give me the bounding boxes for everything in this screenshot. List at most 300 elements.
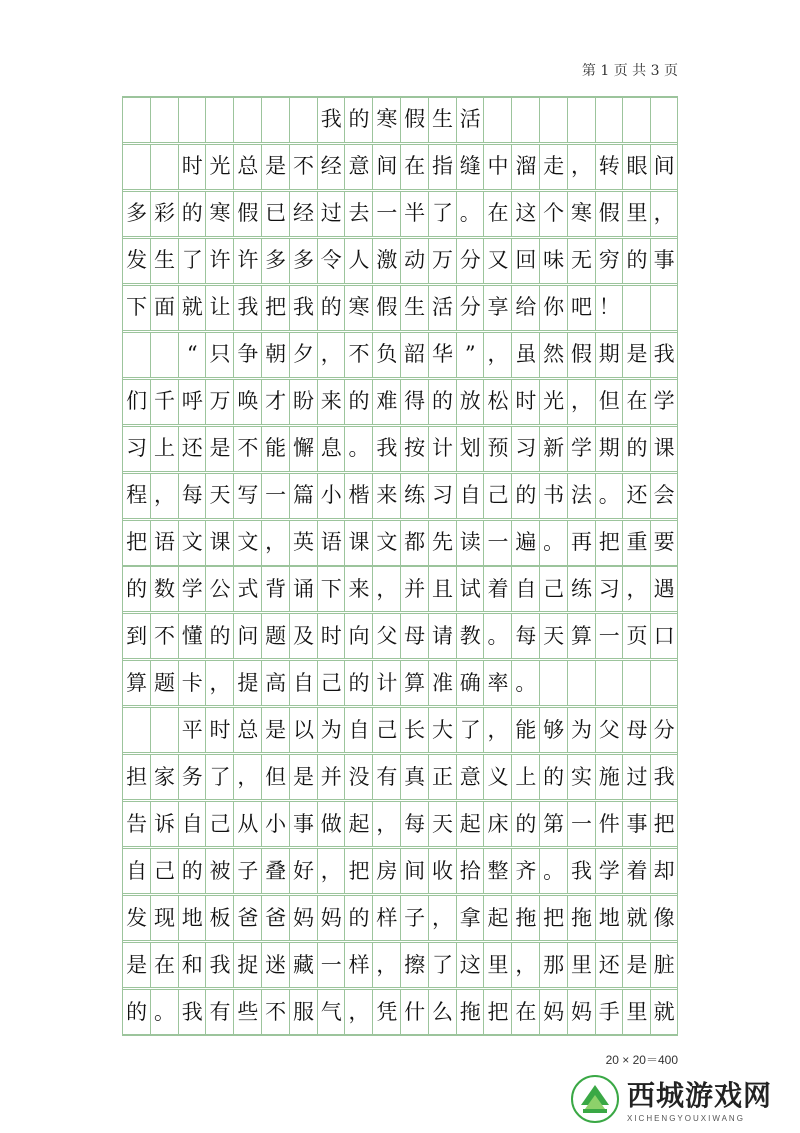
grid-frame	[122, 96, 678, 1036]
grid-cell: ，	[372, 801, 400, 847]
grid-cell: 并	[317, 754, 345, 800]
grid-cell: 总	[233, 707, 261, 753]
grid-cell: 生	[150, 238, 178, 284]
grid-cell: 文	[178, 520, 206, 566]
grid-cell: 分	[650, 707, 678, 753]
grid-cell: 自	[511, 566, 539, 612]
grid-cell: 些	[233, 989, 261, 1035]
grid-cell: 天	[428, 801, 456, 847]
grid-cell: 发	[122, 238, 150, 284]
grid-cell: 给	[511, 285, 539, 331]
grid-cell: 下	[122, 285, 150, 331]
grid-cell: 万	[428, 238, 456, 284]
grid-cell: ，	[567, 379, 595, 425]
grid-cell: 每	[178, 473, 206, 519]
grid-cell: 就	[622, 895, 650, 941]
grid-cell: 手	[595, 989, 623, 1035]
grid-cell: 我	[567, 848, 595, 894]
watermark-subtitle: XICHENGYOUXIWANG	[626, 1114, 745, 1123]
grid-cell: 教	[456, 613, 484, 659]
grid-cell: ，	[261, 520, 289, 566]
grid-cell: 了	[205, 754, 233, 800]
grid-cell: 间	[400, 848, 428, 894]
grid-cell: 的	[344, 97, 372, 143]
grid-cell: 松	[483, 379, 511, 425]
grid-cell: 房	[372, 848, 400, 894]
grid-cell: 遇	[650, 566, 678, 612]
grid-cell: 担	[122, 754, 150, 800]
grid-cell: 习	[511, 426, 539, 472]
grid-cell: 转	[595, 144, 623, 190]
grid-cell: 是	[205, 426, 233, 472]
grid-cell: 课	[344, 520, 372, 566]
grid-cell: 重	[622, 520, 650, 566]
grid-cell: 过	[317, 191, 345, 237]
grid-cell: 己	[372, 707, 400, 753]
grid-cell: 。	[150, 989, 178, 1035]
grid-cell: 上	[511, 754, 539, 800]
grid-cell: 缝	[456, 144, 484, 190]
grid-cell: 放	[456, 379, 484, 425]
grid-cell: 无	[567, 238, 595, 284]
grid-cell: 发	[122, 895, 150, 941]
grid-cell: 迷	[261, 942, 289, 988]
grid-cell: 着	[622, 848, 650, 894]
grid-cell: 朝	[261, 332, 289, 378]
grid-cell: 的	[344, 660, 372, 706]
grid-cell: 盼	[289, 379, 317, 425]
grid-cell: 没	[344, 754, 372, 800]
grid-cell: 要	[650, 520, 678, 566]
grid-cell: 。	[344, 426, 372, 472]
grid-cell: 了	[428, 942, 456, 988]
watermark	[571, 1074, 772, 1123]
grid-cell: 计	[428, 426, 456, 472]
grid-cell: 长	[400, 707, 428, 753]
grid-cell: 拿	[456, 895, 484, 941]
grid-cell: 我	[650, 332, 678, 378]
grid-cell: 半	[400, 191, 428, 237]
grid-cell: 把	[344, 848, 372, 894]
grid-cell: 擦	[400, 942, 428, 988]
grid-cell: 华	[428, 332, 456, 378]
grid-cell: 就	[178, 285, 206, 331]
grid-cell: 妈	[539, 989, 567, 1035]
grid-cell: 我	[317, 97, 345, 143]
grid-cell: 但	[261, 754, 289, 800]
grid-cell: ，	[483, 332, 511, 378]
grid-cell: 不	[289, 144, 317, 190]
grid-cell: 且	[428, 566, 456, 612]
grid-cell: 文	[233, 520, 261, 566]
grid-cell: 和	[178, 942, 206, 988]
grid-cell: 收	[428, 848, 456, 894]
grid-cell: 是	[122, 942, 150, 988]
grid-cell: 题	[261, 613, 289, 659]
grid-cell: 中	[483, 144, 511, 190]
grid-cell: 请	[428, 613, 456, 659]
grid-cell: 按	[400, 426, 428, 472]
grid-cell: 来	[372, 473, 400, 519]
grid-cell: 起	[483, 895, 511, 941]
grid-cell: 的	[205, 613, 233, 659]
grid-cell: 生	[400, 285, 428, 331]
grid-cell: 像	[650, 895, 678, 941]
grid-cell: 己	[539, 566, 567, 612]
grid-cell: 试	[456, 566, 484, 612]
grid-cell: 里	[622, 191, 650, 237]
grid-cell: 样	[372, 895, 400, 941]
grid-cell: 你	[539, 285, 567, 331]
grid-cell: 拾	[456, 848, 484, 894]
grid-cell: 为	[567, 707, 595, 753]
grid-cell: 把	[595, 520, 623, 566]
grid-cell: 一	[372, 191, 400, 237]
grid-cell: 每	[400, 801, 428, 847]
grid-cell: 母	[622, 707, 650, 753]
grid-cell: 拖	[567, 895, 595, 941]
grid-cell: 的	[122, 989, 150, 1035]
grid-cell: 。	[595, 473, 623, 519]
grid-cell: 件	[595, 801, 623, 847]
grid-cell: 诵	[289, 566, 317, 612]
grid-size-label: 20 × 20＝400	[605, 1053, 678, 1067]
grid-cell: 期	[595, 426, 623, 472]
grid-cell: 的	[178, 191, 206, 237]
grid-cell: 先	[428, 520, 456, 566]
grid-cell: 了	[178, 238, 206, 284]
grid-cell: 许	[205, 238, 233, 284]
grid-cell: 。	[539, 848, 567, 894]
grid-cell: 气	[317, 989, 345, 1035]
grid-cell: 我	[289, 285, 317, 331]
grid-cell: 正	[428, 754, 456, 800]
grid-cell: 个	[539, 191, 567, 237]
grid-cell: 假	[372, 285, 400, 331]
grid-cell: 己	[317, 660, 345, 706]
grid-cell: ，	[372, 942, 400, 988]
grid-cell: 法	[567, 473, 595, 519]
grid-cell: 到	[122, 613, 150, 659]
grid-cell: 是	[261, 707, 289, 753]
grid-cell: 小	[261, 801, 289, 847]
grid-cell: 唤	[233, 379, 261, 425]
grid-cell: ，	[428, 895, 456, 941]
grid-cell: 只	[205, 332, 233, 378]
grid-cell: 为	[317, 707, 345, 753]
grid-cell: 时	[317, 613, 345, 659]
grid-cell: 拖	[456, 989, 484, 1035]
grid-cell: 争	[233, 332, 261, 378]
grid-cell: 背	[261, 566, 289, 612]
grid-cell: 光	[539, 379, 567, 425]
grid-cell: 事	[622, 801, 650, 847]
grid-cell: 分	[456, 238, 484, 284]
grid-cell: 多	[261, 238, 289, 284]
grid-cell: 的	[178, 848, 206, 894]
grid-cell: 负	[372, 332, 400, 378]
grid-cell: 确	[456, 660, 484, 706]
grid-cell: 问	[233, 613, 261, 659]
grid-cell: 己	[205, 801, 233, 847]
grid-cell: 平	[178, 707, 206, 753]
grid-cell: 是	[622, 332, 650, 378]
grid-cell: 这	[511, 191, 539, 237]
grid-cell: 地	[178, 895, 206, 941]
grid-cell: 凭	[372, 989, 400, 1035]
grid-cell: 把	[483, 989, 511, 1035]
grid-cell: 懂	[178, 613, 206, 659]
grid-cell: 卡	[178, 660, 206, 706]
grid-cell: ，	[317, 332, 345, 378]
grid-cell: 习	[428, 473, 456, 519]
grid-cell: 式	[233, 566, 261, 612]
grid-cell: 是	[261, 144, 289, 190]
grid-cell: 吧	[567, 285, 595, 331]
grid-cell: 实	[567, 754, 595, 800]
grid-cell: 语	[317, 520, 345, 566]
grid-cell: 。	[456, 191, 484, 237]
grid-cell: 假	[567, 332, 595, 378]
grid-cell: 把	[539, 895, 567, 941]
grid-cell: 的	[511, 801, 539, 847]
grid-cell: 齐	[511, 848, 539, 894]
grid-cell: 遍	[511, 520, 539, 566]
grid-cell: 小	[317, 473, 345, 519]
grid-cell: 地	[595, 895, 623, 941]
grid-cell: 页	[622, 613, 650, 659]
grid-cell: 划	[456, 426, 484, 472]
grid-cell: 己	[150, 848, 178, 894]
grid-cell: 生	[428, 97, 456, 143]
grid-cell: 来	[344, 566, 372, 612]
grid-cell: 数	[150, 566, 178, 612]
grid-cell: 的	[622, 426, 650, 472]
grid-cell: 板	[205, 895, 233, 941]
grid-cell: 天	[539, 613, 567, 659]
grid-cell: 。	[539, 520, 567, 566]
grid-cell: 服	[289, 989, 317, 1035]
grid-cell: 把	[650, 801, 678, 847]
grid-cell: 义	[483, 754, 511, 800]
grid-cell: 人	[344, 238, 372, 284]
grid-cell: 寒	[372, 97, 400, 143]
grid-cell: 过	[622, 754, 650, 800]
grid-cell: 篇	[289, 473, 317, 519]
grid-cell: 我	[205, 942, 233, 988]
grid-cell: 那	[539, 942, 567, 988]
grid-cell: ”	[456, 332, 484, 378]
grid-cell: 得	[400, 379, 428, 425]
grid-cell: 活	[456, 97, 484, 143]
grid-cell: 楷	[344, 473, 372, 519]
grid-cell: 的	[511, 473, 539, 519]
grid-cell: 会	[650, 473, 678, 519]
grid-cell: 大	[428, 707, 456, 753]
grid-cell: 息	[317, 426, 345, 472]
grid-cell: 在	[400, 144, 428, 190]
watermark-name: 西城游戏网	[626, 1079, 772, 1112]
grid-cell: 父	[595, 707, 623, 753]
grid-cell: 计	[372, 660, 400, 706]
grid-cell: 时	[178, 144, 206, 190]
grid-cell: 就	[650, 989, 678, 1035]
grid-cell: 捉	[233, 942, 261, 988]
grid-cell: 彩	[150, 191, 178, 237]
grid-cell: ，	[511, 942, 539, 988]
grid-cell: 寒	[567, 191, 595, 237]
grid-cell: “	[178, 332, 206, 378]
grid-cell: 的	[539, 754, 567, 800]
grid-cell: 才	[261, 379, 289, 425]
grid-cell: 的	[428, 379, 456, 425]
grid-cell: 母	[400, 613, 428, 659]
grid-cell: 我	[233, 285, 261, 331]
grid-cell: 爸	[233, 895, 261, 941]
grid-cell: 光	[205, 144, 233, 190]
grid-cell: 还	[595, 942, 623, 988]
grid-cell: 施	[595, 754, 623, 800]
grid-cell: 在	[150, 942, 178, 988]
grid-cell: 写	[233, 473, 261, 519]
page-number: 第 1 页 共 3 页	[581, 63, 678, 79]
grid-cell: 去	[344, 191, 372, 237]
grid-cell: 子	[233, 848, 261, 894]
grid-cell: 爸	[261, 895, 289, 941]
grid-cell: 有	[205, 989, 233, 1035]
grid-cell: 不	[150, 613, 178, 659]
grid-cell: 眼	[622, 144, 650, 190]
grid-cell: 及	[289, 613, 317, 659]
grid-cell: 寒	[344, 285, 372, 331]
grid-cell: 是	[289, 754, 317, 800]
grid-cell: 时	[511, 379, 539, 425]
grid-cell: 着	[483, 566, 511, 612]
grid-cell: 。	[511, 660, 539, 706]
grid-cell: 学	[567, 426, 595, 472]
grid-cell: 练	[567, 566, 595, 612]
grid-cell: 从	[233, 801, 261, 847]
grid-cell: 虽	[511, 332, 539, 378]
grid-cell: 了	[456, 707, 484, 753]
grid-cell: 意	[456, 754, 484, 800]
grid-cell: 溜	[511, 144, 539, 190]
grid-cell: 什	[400, 989, 428, 1035]
grid-cell: 读	[456, 520, 484, 566]
grid-cell: 把	[122, 520, 150, 566]
grid-cell: 务	[178, 754, 206, 800]
grid-cell: 预	[483, 426, 511, 472]
grid-cell: 不	[344, 332, 372, 378]
grid-cell: 起	[344, 801, 372, 847]
grid-cell: 诉	[150, 801, 178, 847]
grid-cell: 假	[233, 191, 261, 237]
grid-cell: 还	[622, 473, 650, 519]
grid-cell: 在	[511, 989, 539, 1035]
grid-cell: 的	[344, 379, 372, 425]
grid-cell: 起	[456, 801, 484, 847]
grid-cell: 藏	[289, 942, 317, 988]
grid-cell: 准	[428, 660, 456, 706]
grid-cell: 现	[150, 895, 178, 941]
grid-cell: 上	[150, 426, 178, 472]
grid-cell: 走	[539, 144, 567, 190]
grid-cell: 文	[372, 520, 400, 566]
grid-cell: 并	[400, 566, 428, 612]
grid-cell: 算	[567, 613, 595, 659]
grid-cell: 语	[150, 520, 178, 566]
grid-cell: 高	[261, 660, 289, 706]
grid-cell: 寒	[205, 191, 233, 237]
grid-cell: 许	[233, 238, 261, 284]
grid-cell: 课	[205, 520, 233, 566]
grid-cell: 再	[567, 520, 595, 566]
grid-cell: 又	[483, 238, 511, 284]
grid-cell: 指	[428, 144, 456, 190]
grid-cell: 里	[622, 989, 650, 1035]
grid-cell: 习	[122, 426, 150, 472]
manuscript-grid	[122, 96, 678, 1036]
grid-cell: ，	[622, 566, 650, 612]
grid-cell: ，	[150, 473, 178, 519]
grid-cell: 令	[317, 238, 345, 284]
grid-cell: 妈	[317, 895, 345, 941]
grid-cell: 里	[483, 942, 511, 988]
grid-cell: 第	[539, 801, 567, 847]
grid-cell: 事	[650, 238, 678, 284]
grid-cell: 被	[205, 848, 233, 894]
grid-cell: 我	[372, 426, 400, 472]
grid-cell: 自	[344, 707, 372, 753]
grid-cell: 激	[372, 238, 400, 284]
grid-cell: 床	[483, 801, 511, 847]
grid-cell: 学	[595, 848, 623, 894]
grid-cell: 习	[595, 566, 623, 612]
grid-cell: 回	[511, 238, 539, 284]
grid-cell: 分	[456, 285, 484, 331]
grid-cell: 不	[261, 989, 289, 1035]
grid-cell: ！	[595, 285, 623, 331]
grid-cell: 多	[122, 191, 150, 237]
grid-cell: 的	[622, 238, 650, 284]
grid-cell: 在	[483, 191, 511, 237]
grid-cell: 经	[317, 144, 345, 190]
grid-cell: 样	[344, 942, 372, 988]
grid-cell: 英	[289, 520, 317, 566]
grid-cell: 真	[400, 754, 428, 800]
grid-cell: ，	[372, 566, 400, 612]
grid-cell: 的	[344, 895, 372, 941]
grid-cell: 韶	[400, 332, 428, 378]
grid-cell: 期	[595, 332, 623, 378]
grid-cell: 题	[150, 660, 178, 706]
grid-cell: 懈	[289, 426, 317, 472]
grid-cell: 以	[289, 707, 317, 753]
watermark-logo-icon	[571, 1075, 619, 1123]
grid-cell: 家	[150, 754, 178, 800]
grid-cell: 做	[317, 801, 345, 847]
grid-cell: 学	[650, 379, 678, 425]
grid-cell: ，	[567, 144, 595, 190]
grid-cell: 们	[122, 379, 150, 425]
grid-cell: 课	[650, 426, 678, 472]
grid-cell: 活	[428, 285, 456, 331]
grid-cell: ，	[205, 660, 233, 706]
grid-cell: 能	[511, 707, 539, 753]
grid-cell: 我	[650, 754, 678, 800]
grid-cell: 万	[205, 379, 233, 425]
grid-cell: 但	[595, 379, 623, 425]
